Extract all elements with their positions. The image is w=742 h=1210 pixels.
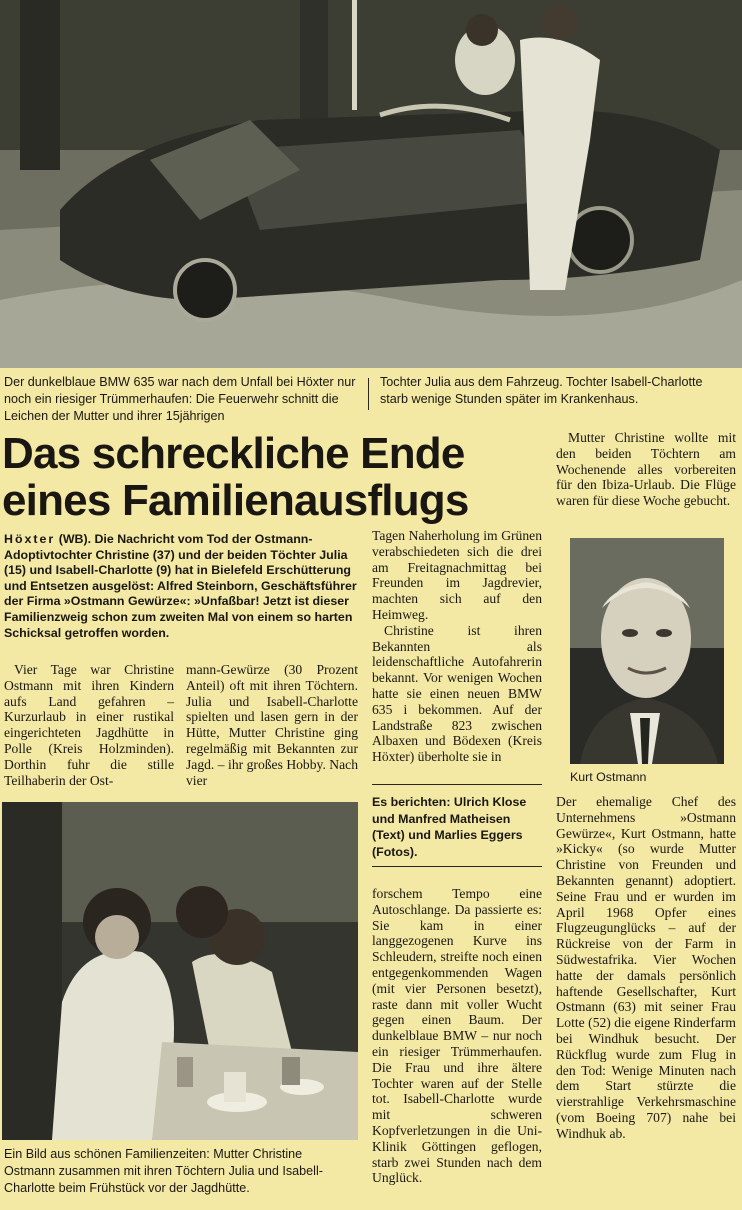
headline-line-1: Das schreckliche Ende [2,429,465,478]
headline-line-2: eines Familienausflugs [2,476,469,525]
column-3-paragraph-1: Tagen Naherholung im Grünen verabschiedeten sich die drei am Freitagnachmittag bei Freunden im Jagdrevier, machten sich auf den Heimweg. [372,528,542,622]
credit-rule-bottom [372,866,542,867]
caption-divider [368,378,369,410]
wreck-photo-caption-left: Der dunkelblaue BMW 635 war nach dem Unfall bei Höxter nur noch ein riesiger Trümmerhaufen: Die Feuerwehr schnitt die Leichen der Mutter und ihrer 15jährigen [4,375,356,423]
column-4-paragraph-1: Mutter Christine wollte mit den beiden Töchtern am Wochenende alles vorbereiten für den Ibiza-Urlaub. Die Flüge waren für diese Woche gebucht. [556,430,736,509]
column-1-paragraph: Vier Tage war Christine Ostmann mit ihren Kindern aufs Land gefahren – Kurzurlaub in einer rustikal eingerichteten Jagdhütte in Polle (Kreis Holzminden). Dorthin fuhr die stille Teilhaberin der Ost- [4,662,174,788]
reporters-credit: Es berichten: Ulrich Klose und Manfred Matheisen (Text) und Marlies Eggers (Fotos). [372,795,527,859]
wreck-photo-image [0,0,742,368]
portrait-photo-image [570,538,724,764]
lead-dateline: Höxter [4,532,56,546]
credit-rule-top [372,784,542,785]
family-photo [2,802,358,1140]
family-photo-image [2,802,358,1140]
column-3-paragraph-3: forschem Tempo eine Autoschlange. Da passierte es: Sie kam in einer langgezogenen Kurve ins Schleudern, streifte noch einen entgegenkommenden Wagen (mit vier Personen besetzt), raste dann mit voller Wucht gegen einen Baum. Der dunkelblaue BMW – nur noch ein riesiger Trümmerhaufen. Die Frau und ihre ältere Tochter waren auf der Stelle tot. Isabell-Charlotte wurde mit schweren Kopfverletzungen in die Uni-Klinik Göttingen geflogen, starb zwei Stunden nach dem Unglück. [372,886,542,1186]
article-column-4-continued [556,794,736,1142]
lead-text: (WB). Die Nachricht vom Tod der Ostmann-Adoptivtochter Christine (37) und der beiden Töchter Julia (15) und Isabell-Charlotte (9) hat in Bielefeld Erschütterung und Entsetzen ausgelöst: Alfred Steinborn, Geschäftsführer der Firma »Ostmann Gewürze«: »Unfaßbar! Jetzt ist dieser Familienzweig schon zum zweiten Mal von einem so harten Schicksal getroffen worden. [4,532,357,640]
article-column-2 [186,662,358,788]
lead-paragraph [4,532,360,641]
article-column-4 [556,430,736,509]
portrait-photo [570,538,724,764]
portrait-caption: Kurt Ostmann [570,770,647,784]
article-column-1 [4,662,174,788]
column-4-paragraph-2: Der ehemalige Chef des Unternehmens »Ostmann Gewürze«, Kurt Ostmann, hatte »Kicky« (so wurde Mutter Christine von Freunden und Bekannten genannt) adoptiert. Seine Frau und er wurden im April 1968 Opfer eines Flugzeugunglücks – auf der Rückreise von der Farm in Südwestafrika. Vier Wochen hatte der damals persönlich haftende Gesellschafter, Kurt Ostmann (63) mit seiner Frau Lotte (52) die eigene Rinderfarm bei Windhuk besucht. Der Rückflug wurde zum Flug in den Tod: Wenige Minuten nach dem Start stürzte die vierstrahlige Verkehrsmaschine (vom Boeing 707) nahe bei Windhuk ab. [556,794,736,1141]
wreck-photo [0,0,742,368]
column-3-paragraph-2: Christine ist ihren Bekannten als leidenschaftliche Autofahrerin bekannt. Vor wenigen Wochen hatte sie einen neuen BMW 635 i bekommen. Auf der Landstraße 823 zwischen Albaxen und Bödexen (Kreis Höxter) überholte sie in [372,622,542,765]
column-2-paragraph: mann-Gewürze (30 Prozent Anteil) oft mit ihren Töchtern. Julia und Isabell-Charlotte spielten und lasen gern in der Hütte, Mutter Christine ging regelmäßig mit Bekannten zur Jagd. – ihr großes Hobby. Nach vier [186,662,358,788]
family-photo-caption: Ein Bild aus schönen Familienzeiten: Mutter Christine Ostmann zusammen mit ihren Töchtern Julia und Isabell-Charlotte beim Frühstück vor der Jagdhütte. [4,1147,323,1195]
wreck-photo-caption-right: Tochter Julia aus dem Fahrzeug. Tochter Isabell-Charlotte starb wenige Stunden später im Krankenhaus. [380,375,703,406]
article-column-3-continued [372,886,542,1186]
article-column-3 [372,528,542,765]
